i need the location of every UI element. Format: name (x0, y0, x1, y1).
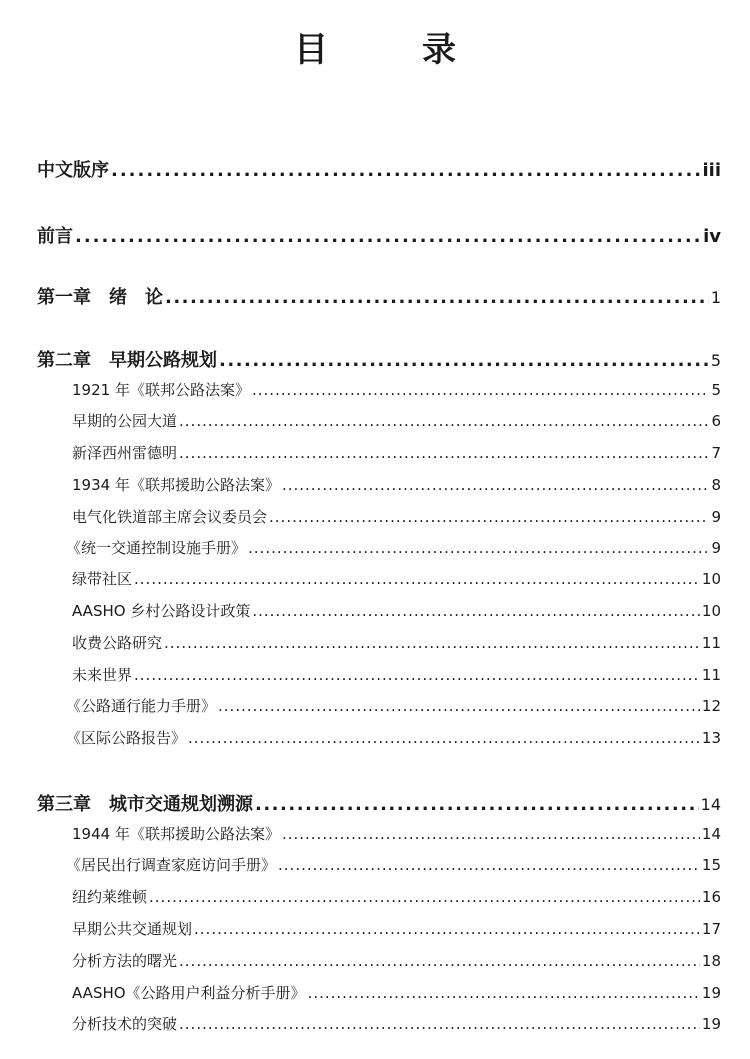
toc-entry-page: 1 (710, 288, 721, 307)
toc-entry-preface-cn[interactable] (37, 159, 721, 183)
toc-entry-foreword[interactable] (37, 225, 721, 249)
toc-entry-page: 10 (701, 602, 721, 620)
toc-entry-page: 17 (701, 920, 721, 938)
toc-entry-label: 电气化铁道部主席会议委员会 (72, 508, 268, 526)
toc-entry-label: 1944 年《联邦援助公路法案》 (72, 825, 280, 843)
leader-dots (164, 632, 700, 654)
toc-entry-page: 11 (701, 666, 721, 684)
leader-dots (134, 664, 700, 686)
toc-entry-label: 第二章 早期公路规划 (37, 350, 217, 371)
toc-entry-section[interactable] (72, 632, 721, 654)
leader-dots (179, 950, 700, 972)
toc-entry-page: 18 (701, 952, 721, 970)
toc-entry-page: 5 (711, 381, 721, 399)
toc-entry-page: 15 (701, 856, 721, 874)
toc-entry-section[interactable] (72, 982, 721, 1004)
toc-entry-section[interactable] (72, 886, 721, 908)
leader-dots (255, 793, 699, 817)
leader-dots (252, 600, 700, 622)
toc-entry-label: 1934 年《联邦援助公路法案》 (72, 476, 280, 494)
toc-entry-section[interactable] (72, 1013, 721, 1035)
toc-entry-chapter-1[interactable] (37, 286, 721, 310)
toc-entry-page: 13 (701, 729, 721, 747)
toc-entry-label: 未来世界 (72, 666, 133, 684)
toc-entry-page: 8 (711, 476, 721, 494)
toc-entry-page: 10 (701, 570, 721, 588)
leader-dots (179, 1013, 700, 1035)
toc-entry-label: 1921 年《联邦公路法案》 (72, 381, 250, 399)
toc-entry-page: 14 (700, 795, 721, 814)
toc-entry-page: 14 (701, 825, 721, 843)
toc-entry-label: 早期公共交通规划 (72, 920, 193, 938)
toc-entry-page: 9 (711, 508, 721, 526)
toc-entry-section[interactable] (66, 537, 721, 559)
leader-dots (149, 886, 700, 908)
toc-entry-label: 前言 (37, 226, 73, 247)
toc-entry-page: iii (702, 160, 721, 181)
toc-entry-page: 12 (701, 697, 721, 715)
leader-dots (165, 286, 709, 310)
toc-entry-label: 分析方法的曙光 (72, 952, 178, 970)
toc-entry-page: 16 (701, 888, 721, 906)
leader-dots (252, 379, 710, 401)
toc-entry-section[interactable] (66, 854, 721, 876)
leader-dots (278, 854, 700, 876)
toc-entry-chapter-3[interactable] (37, 793, 721, 817)
toc-entry-label: 纽约莱维顿 (72, 888, 148, 906)
toc-entry-page: 19 (701, 1015, 721, 1033)
leader-dots (248, 537, 709, 559)
toc-entry-page: 6 (711, 412, 721, 430)
toc-entry-page: 7 (711, 444, 721, 462)
leader-dots (269, 506, 709, 528)
toc-entry-label: 中文版序 (37, 160, 109, 181)
toc-entry-label: 第三章 城市交通规划溯源 (37, 794, 253, 815)
toc-entry-label: 《统一交通控制设施手册》 (66, 539, 247, 557)
toc-entry-page: 9 (711, 539, 721, 557)
leader-dots (194, 918, 700, 940)
toc-entry-section[interactable] (72, 410, 721, 432)
toc-entry-chapter-2[interactable] (37, 349, 721, 373)
toc-entry-label: 收费公路研究 (72, 634, 163, 652)
toc-entry-section[interactable] (72, 950, 721, 972)
toc-entry-section[interactable] (72, 600, 721, 622)
toc-entry-label: 分析技术的突破 (72, 1015, 178, 1033)
toc-entry-section[interactable] (66, 695, 721, 717)
leader-dots (282, 474, 710, 496)
toc-entry-label: 《居民出行调查家庭访问手册》 (66, 856, 277, 874)
toc-entry-section[interactable] (72, 474, 721, 496)
leader-dots (75, 225, 701, 249)
leader-dots (134, 568, 700, 590)
leader-dots (219, 349, 709, 373)
toc-entry-section[interactable] (66, 727, 721, 749)
leader-dots (179, 442, 709, 464)
toc-entry-label: 新泽西州雷德明 (72, 444, 178, 462)
toc-entry-section[interactable] (72, 918, 721, 940)
toc-entry-label: 《公路通行能力手册》 (66, 697, 217, 715)
toc-entry-section[interactable] (72, 568, 721, 590)
toc-entry-section[interactable] (72, 664, 721, 686)
toc-entry-page: 5 (710, 351, 721, 370)
toc-entry-section[interactable] (72, 379, 721, 401)
toc-entry-label: 《区际公路报告》 (66, 729, 187, 747)
toc-entry-section[interactable] (72, 442, 721, 464)
toc-entry-label: 早期的公园大道 (72, 412, 178, 430)
toc-entry-label: 绿带社区 (72, 570, 133, 588)
page-title: 目 录 (294, 30, 486, 70)
toc-entry-label: AASHO《公路用户利益分析手册》 (72, 984, 306, 1002)
toc-entry-section[interactable] (72, 506, 721, 528)
toc-entry-label: AASHO 乡村公路设计政策 (72, 602, 251, 620)
leader-dots (218, 695, 700, 717)
leader-dots (188, 727, 700, 749)
toc-entry-page: iv (703, 226, 721, 247)
leader-dots (308, 982, 700, 1004)
leader-dots (282, 823, 700, 845)
leader-dots (179, 410, 709, 432)
toc-entry-label: 第一章 绪 论 (37, 287, 163, 308)
leader-dots (111, 159, 700, 183)
toc-entry-page: 11 (701, 634, 721, 652)
toc-entry-page: 19 (701, 984, 721, 1002)
toc-entry-section[interactable] (72, 823, 721, 845)
